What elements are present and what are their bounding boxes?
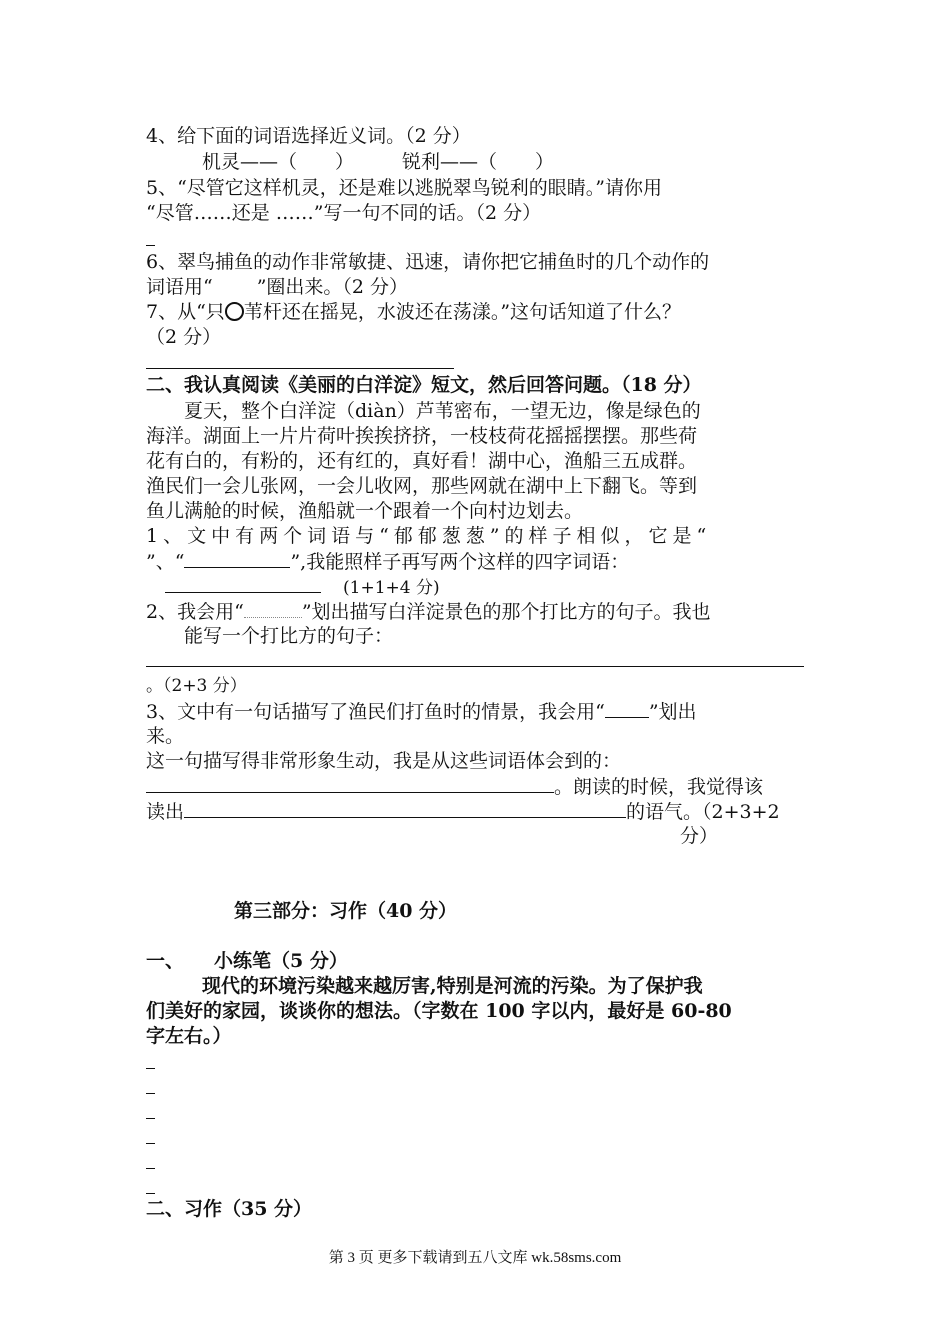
q5-line1: 5、“尽管它这样机灵，还是难以逃脱翠鸟锐利的眼睛。”请你用 [146,177,663,199]
rq3-blank-3 [184,799,626,818]
wavy-line-symbol [244,599,302,618]
rq1-blank [184,549,290,568]
rq2-line1-b: ”划出描写白洋淀景色的那个打比方的句子。我也 [301,601,711,623]
writing-line [146,1068,155,1069]
rq1-line3 [165,574,440,600]
q4-item2-close: ） [535,151,555,173]
q7-line1 [146,300,681,324]
writing-line [146,1118,155,1119]
rq1-line2-a: ”、“ [146,551,185,573]
q6-line2-a: 词语用“ [146,276,213,298]
q7-line2: （2 分） [146,326,222,348]
rq3-line6: 分） [680,825,719,847]
rq3-line5-a: 读出 [146,801,185,823]
rq2-line3: 。（2+3 分） [146,676,247,696]
q7-line1-a: 7、从“只 [146,301,225,323]
q4-item1-close: ） [335,151,355,173]
writing-line [146,1093,155,1094]
q4-text: 4、给下面的词语选择近义词。（2 分） [146,125,471,147]
sec1-line1: 现代的环境污染越来越厉害,特别是河流的污染。为了保护我 [202,975,703,997]
passage-line: 鱼儿满舱的时候，渔船就一个跟着一个向村边划去。 [146,500,584,522]
q4-item1: 机灵——（ [202,151,298,173]
rq3-line3: 这一句描写得非常形象生动，我是从这些词语体会到的： [146,750,622,772]
passage-line: 海洋。湖面上一片片荷叶挨挨挤挤，一枝枝荷花摇摇摆摆。那些荷 [146,425,698,447]
passage-line: 渔民们一会儿张网，一会儿收网，那些网就在湖中上下翻飞。等到 [146,475,698,497]
rq3-line1 [146,699,697,724]
passage-line: 花有白的，有粉的，还有红的，真好看！湖中心，渔船三五成群。 [146,450,698,472]
q6-line2 [146,275,408,299]
sec1-heading [146,949,348,973]
q6-line1: 6、翠鸟捕鱼的动作非常敏捷、迅速，请你把它捕鱼时的几个动作的 [146,251,710,273]
rq3-line4 [146,774,763,799]
rq3-line5-b: 的语气。（2+3+2 [626,801,780,823]
sec1-line2: 们美好的家园，谈谈你的想法。（字数在 100 字以内，最好是 60-80 [146,1000,732,1022]
rq3-line1-b: ”划出 [648,701,697,723]
writing-line [146,1168,155,1169]
q4-item2: 锐利——（ [402,151,498,173]
rq3-line2: 来。 [146,725,185,747]
rq3-line5 [146,799,780,824]
q7-answer-line [146,368,454,369]
page-footer: 第 3 页 更多下载请到五八文库 wk.58sms.com [328,1250,622,1266]
q6-line2-b: ”圈出来。（2 分） [256,276,409,298]
rq1-score: (1+1+4 分) [343,578,440,598]
rq2-line1-a: 2、我会用“ [146,601,244,623]
rq2-line1 [146,599,711,624]
q4-items [202,150,554,174]
rq1-line1: 1、文中有两个词语与“郁郁葱葱”的样子相似，它是“ [146,525,712,547]
sec1-line3: 字左右。） [146,1025,232,1047]
sec1-title: 小练笔（5 分） [214,950,348,972]
rq3-line4-b: 。朗读的时候，我觉得该 [554,776,764,798]
rq1-line2 [146,549,629,574]
part3-title: 第三部分：习作（40 分） [234,900,458,922]
circle-symbol [225,302,244,321]
rq2-line2: 能写一个打比方的句子： [184,625,394,647]
passage-line: 夏天，整个白洋淀（diàn）芦苇密布，一望无边，像是绿色的 [184,400,701,422]
sec2-title: 二、习作（35 分） [146,1198,313,1220]
writing-line [146,1143,155,1144]
writing-line [146,1193,155,1194]
q5-answer-line [146,245,155,246]
rq1-line2-b: ”,我能照样子再写两个这样的四字词语： [290,551,630,573]
sec1-label: 一、 [146,950,185,972]
rq3-blank-2 [146,774,554,793]
q5-line2: “尽管……还是 ……”写一句不同的话。（2 分） [146,202,542,224]
rq3-blank [605,699,649,718]
q7-line1-b: 苇杆还在摇晃，水波还在荡漾。”这句话知道了什么？ [243,301,682,323]
reading-heading: 二、我认真阅读《美丽的白洋淀》短文，然后回答问题。（18 分） [146,374,702,396]
rq3-line1-a: 3、文中有一句话描写了渔民们打鱼时的情景，我会用“ [146,701,605,723]
rq1-blank-2 [165,574,321,593]
rq2-answer-line [146,666,804,667]
